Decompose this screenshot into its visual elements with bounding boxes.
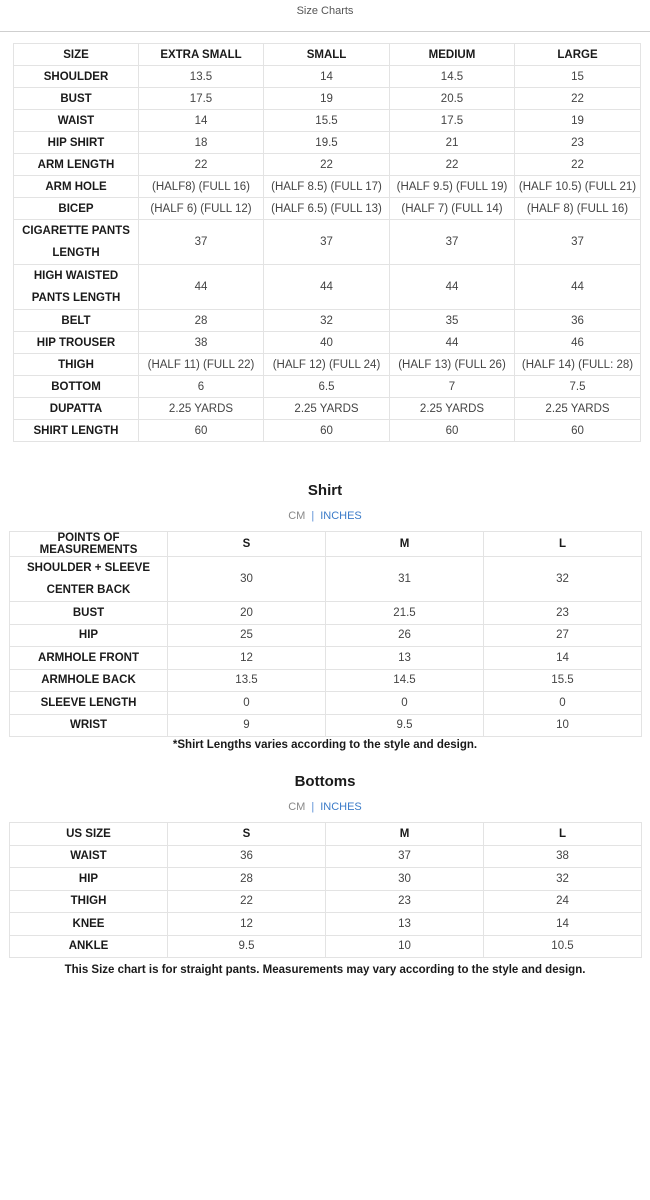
unit-separator: | <box>311 801 315 813</box>
header-cell: US SIZE <box>10 823 168 846</box>
bottoms-table <box>9 822 642 958</box>
table-row <box>10 557 642 602</box>
table-row <box>14 110 641 132</box>
table-cell: 60 <box>390 420 515 442</box>
table-cell: 6.5 <box>264 376 390 398</box>
header-cell: M <box>326 532 484 557</box>
shirt-section-title: Shirt <box>307 482 343 499</box>
row-label: HIP <box>10 624 168 647</box>
row-label: HIP <box>10 868 168 891</box>
table-cell: (HALF 8.5) (FULL 17) <box>264 176 390 198</box>
unit-inches-link[interactable]: INCHES <box>320 510 362 522</box>
table-cell: 44 <box>390 332 515 354</box>
table-cell: 13.5 <box>168 669 326 692</box>
size-chart-table <box>13 43 641 442</box>
table-cell: 20 <box>168 602 326 625</box>
table-cell: 17.5 <box>390 110 515 132</box>
table-row <box>10 868 642 891</box>
table-cell: 60 <box>515 420 641 442</box>
table-cell: 31 <box>326 557 484 602</box>
table-cell: 15.5 <box>484 669 642 692</box>
table-cell: 2.25 YARDS <box>264 398 390 420</box>
table-row <box>14 132 641 154</box>
table-cell: 22 <box>139 154 264 176</box>
table-row <box>14 66 641 88</box>
table-cell: 14.5 <box>326 669 484 692</box>
table-cell: 21 <box>390 132 515 154</box>
table-cell: 44 <box>264 265 390 310</box>
row-label: BELT <box>14 310 139 332</box>
table-row <box>14 420 641 442</box>
table-cell: 37 <box>390 220 515 265</box>
table-cell: 44 <box>390 265 515 310</box>
table-cell: 2.25 YARDS <box>390 398 515 420</box>
table-row <box>10 845 642 868</box>
table-cell: (HALF 6.5) (FULL 13) <box>264 198 390 220</box>
table-cell: 18 <box>139 132 264 154</box>
table-row <box>14 398 641 420</box>
table-row <box>14 265 641 310</box>
table-cell: 19 <box>515 110 641 132</box>
row-label: WRIST <box>10 714 168 737</box>
table-cell: 9.5 <box>326 714 484 737</box>
row-label: BICEP <box>14 198 139 220</box>
table-row <box>10 669 642 692</box>
table-cell: 24 <box>484 890 642 913</box>
table-cell: 44 <box>515 265 641 310</box>
table-row <box>10 714 642 737</box>
table-cell: (HALF 10.5) (FULL 21) <box>515 176 641 198</box>
row-label: THIGH <box>14 354 139 376</box>
table-cell: 38 <box>484 845 642 868</box>
header-cell: LARGE <box>515 44 641 66</box>
row-label: THIGH <box>10 890 168 913</box>
table-cell: 32 <box>484 868 642 891</box>
table-cell: 10 <box>326 935 484 958</box>
row-label: BUST <box>14 88 139 110</box>
table-cell: 37 <box>326 845 484 868</box>
table-cell: 13.5 <box>139 66 264 88</box>
row-label: SHOULDER + SLEEVE CENTER BACK <box>10 557 168 602</box>
row-label: WAIST <box>10 845 168 868</box>
table-cell: 12 <box>168 913 326 936</box>
table-cell: (HALF 8) (FULL 16) <box>515 198 641 220</box>
row-label: ARM HOLE <box>14 176 139 198</box>
table-cell: 14 <box>139 110 264 132</box>
table-cell: 38 <box>139 332 264 354</box>
table-cell: 19.5 <box>264 132 390 154</box>
table-header-row <box>10 823 642 846</box>
header-cell: MEDIUM <box>390 44 515 66</box>
row-label: SHIRT LENGTH <box>14 420 139 442</box>
table-cell: 0 <box>326 692 484 715</box>
table-header-row <box>10 532 642 557</box>
table-cell: 14 <box>264 66 390 88</box>
table-row <box>14 354 641 376</box>
table-cell: 22 <box>264 154 390 176</box>
table-cell: (HALF8) (FULL 16) <box>139 176 264 198</box>
header-cell: EXTRA SMALL <box>139 44 264 66</box>
table-cell: 13 <box>326 913 484 936</box>
table-cell: 37 <box>515 220 641 265</box>
table-row <box>10 647 642 670</box>
table-row <box>14 176 641 198</box>
table-row <box>14 220 641 265</box>
table-cell: 21.5 <box>326 602 484 625</box>
bottoms-note: This Size chart is for straight pants. Measurements may vary according to the style and design. <box>64 964 586 976</box>
table-cell: 25 <box>168 624 326 647</box>
page-header <box>0 0 650 32</box>
header-cell: SMALL <box>264 44 390 66</box>
table-row <box>14 376 641 398</box>
table-cell: 46 <box>515 332 641 354</box>
table-row <box>14 154 641 176</box>
table-cell: (HALF 7) (FULL 14) <box>390 198 515 220</box>
table-cell: 60 <box>139 420 264 442</box>
table-cell: 2.25 YARDS <box>139 398 264 420</box>
table-cell: 6 <box>139 376 264 398</box>
table-cell: (HALF 12) (FULL 24) <box>264 354 390 376</box>
row-label: HIGH WAISTED PANTS LENGTH <box>14 265 139 310</box>
table-cell: 28 <box>139 310 264 332</box>
table-cell: (HALF 13) (FULL 26) <box>390 354 515 376</box>
table-cell: 23 <box>326 890 484 913</box>
table-header-row <box>14 44 641 66</box>
header-cell: L <box>484 532 642 557</box>
table-cell: 7.5 <box>515 376 641 398</box>
table-cell: 9.5 <box>168 935 326 958</box>
row-label: ARM LENGTH <box>14 154 139 176</box>
shirt-unit-toggle <box>0 510 650 522</box>
header-cell: L <box>484 823 642 846</box>
bottoms-section-title: Bottoms <box>294 773 356 790</box>
table-cell: 32 <box>264 310 390 332</box>
table-cell: 37 <box>264 220 390 265</box>
table-cell: 22 <box>515 154 641 176</box>
table-cell: 26 <box>326 624 484 647</box>
table-cell: 20.5 <box>390 88 515 110</box>
row-label: CIGARETTE PANTS LENGTH <box>14 220 139 265</box>
table-cell: 10.5 <box>484 935 642 958</box>
unit-cm-link[interactable]: CM <box>288 510 306 522</box>
row-label: DUPATTA <box>14 398 139 420</box>
page-title: Size Charts <box>296 5 354 17</box>
row-label: WAIST <box>14 110 139 132</box>
table-cell: 28 <box>168 868 326 891</box>
table-cell: 13 <box>326 647 484 670</box>
shirt-note: *Shirt Lengths varies according to the style and design. <box>172 739 478 751</box>
table-row <box>10 692 642 715</box>
row-label: BUST <box>10 602 168 625</box>
table-cell: 14 <box>484 913 642 936</box>
row-label: ARMHOLE BACK <box>10 669 168 692</box>
table-cell: 30 <box>326 868 484 891</box>
table-cell: 9 <box>168 714 326 737</box>
row-label: SLEEVE LENGTH <box>10 692 168 715</box>
row-label: SHOULDER <box>14 66 139 88</box>
table-cell: 60 <box>264 420 390 442</box>
table-cell: 36 <box>168 845 326 868</box>
table-row <box>10 935 642 958</box>
table-row <box>14 332 641 354</box>
table-cell: 23 <box>484 602 642 625</box>
table-cell: 15 <box>515 66 641 88</box>
table-cell: 19 <box>264 88 390 110</box>
table-cell: 36 <box>515 310 641 332</box>
table-cell: 37 <box>139 220 264 265</box>
table-cell: 15.5 <box>264 110 390 132</box>
table-row <box>14 310 641 332</box>
unit-separator: | <box>311 510 315 522</box>
table-cell: 23 <box>515 132 641 154</box>
table-cell: (HALF 11) (FULL 22) <box>139 354 264 376</box>
table-cell: 14.5 <box>390 66 515 88</box>
table-cell: 32 <box>484 557 642 602</box>
header-cell: POINTS OF MEASUREMENTS <box>10 532 168 557</box>
header-cell: S <box>168 823 326 846</box>
table-cell: 14 <box>484 647 642 670</box>
table-cell: (HALF 6) (FULL 12) <box>139 198 264 220</box>
table-cell: 30 <box>168 557 326 602</box>
table-cell: 40 <box>264 332 390 354</box>
row-label: KNEE <box>10 913 168 936</box>
header-cell: SIZE <box>14 44 139 66</box>
row-label: BOTTOM <box>14 376 139 398</box>
table-cell: 10 <box>484 714 642 737</box>
table-row <box>10 890 642 913</box>
shirt-table <box>9 531 642 737</box>
table-row <box>14 88 641 110</box>
table-cell: 17.5 <box>139 88 264 110</box>
table-cell: 2.25 YARDS <box>515 398 641 420</box>
table-row <box>10 624 642 647</box>
table-cell: 22 <box>168 890 326 913</box>
table-cell: 27 <box>484 624 642 647</box>
header-cell: S <box>168 532 326 557</box>
table-cell: (HALF 14) (FULL: 28) <box>515 354 641 376</box>
row-label: HIP TROUSER <box>14 332 139 354</box>
table-row <box>14 198 641 220</box>
table-cell: 12 <box>168 647 326 670</box>
row-label: ANKLE <box>10 935 168 958</box>
table-row <box>10 602 642 625</box>
unit-cm-link[interactable]: CM <box>288 801 306 813</box>
table-cell: 22 <box>390 154 515 176</box>
table-cell: 22 <box>515 88 641 110</box>
header-cell: M <box>326 823 484 846</box>
table-cell: 7 <box>390 376 515 398</box>
table-cell: 44 <box>139 265 264 310</box>
bottoms-unit-toggle <box>0 801 650 813</box>
row-label: HIP SHIRT <box>14 132 139 154</box>
unit-inches-link[interactable]: INCHES <box>320 801 362 813</box>
table-row <box>10 913 642 936</box>
row-label: ARMHOLE FRONT <box>10 647 168 670</box>
table-cell: (HALF 9.5) (FULL 19) <box>390 176 515 198</box>
table-cell: 0 <box>484 692 642 715</box>
table-cell: 35 <box>390 310 515 332</box>
table-cell: 0 <box>168 692 326 715</box>
